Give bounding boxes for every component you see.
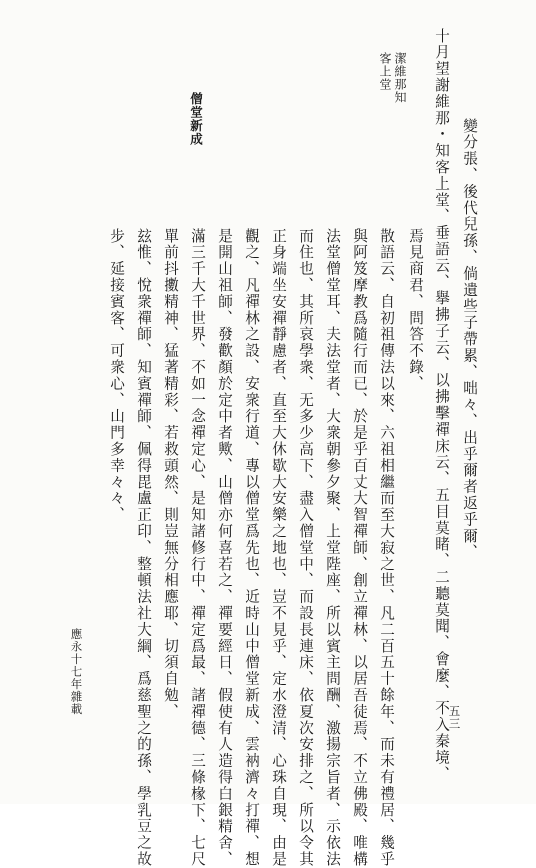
text-column-13: 玆惟、悅衆禪師、知賓禪師、佩得毘盧正印、整頓法社大綱、爲慈聖之的孫、學乳豆之故 — [135, 228, 152, 868]
text-column-10: 是開山祖師、發歡顏於定中者歟、山僧亦何喜若之、禪要經日、假使有人造得白銀精舍、 — [216, 228, 233, 868]
text-column-5: 與阿笈摩教爲隨行而已、於是乎百丈大智禪師、創立禪林、以居吾徒焉、不立佛殿、唯構 — [351, 228, 368, 868]
text-column-14: 步、延接賓客、可衆心、山門多幸々々、 — [108, 228, 125, 524]
text-column-4: 散語云、自初祖傳法以來、六祖相繼而至大寂之世、凡二百五十餘年、而未有禮居、幾乎 — [378, 228, 395, 868]
marginal-heading-2: 客上堂 — [378, 52, 392, 91]
text-column-2: 十月望謝維那・知客上堂、垂語云、擧拂子云、以拂擊禪床云、五目莫睹、二聽莫聞、會麼、不入秦境、 — [433, 28, 450, 783]
text-column-7: 而住也、其所哀學衆、无多少高下、盡入僧堂中、而設長連床、依夏次安排之、所以令其 — [297, 228, 314, 868]
text-column-11: 滿三千大千世界、不如一念禪定心、是知諸修行中、禪定爲最、諸禪德、三條椽下、七尺 — [189, 228, 206, 868]
marginal-heading-1: 潔維那知 — [393, 52, 407, 104]
text-column-6: 法堂僧堂耳、夫法堂者、大衆朝參夕聚、上堂陛座、所以賓主問酬、激揚宗旨者、示依法 — [324, 228, 341, 868]
era-label: 應永十七年雜載 — [69, 628, 84, 716]
page-number: 五三 — [447, 705, 462, 730]
running-title: 僧堂新成 — [188, 92, 204, 146]
text-column-3: 焉見商君、問答不錄、 — [407, 228, 424, 392]
text-column-1: 變分張、後代兒孫、倘遺些子帶累、咄々、出乎爾者返乎爾、 — [461, 118, 478, 561]
text-column-8: 正身端坐安禪靜慮者、直至大休歇大安樂之地也、豈不見乎、定水澄清、心珠自現、由是 — [270, 228, 287, 868]
text-column-9: 觀之、凡禪林之設、安衆行道、專以僧堂爲先也、近時山中僧堂新成、雲衲濟々打禪、想 — [243, 228, 260, 868]
text-column-12: 單前抖擻精神、猛著精彩、若救頭然、則豈無分相應耶、切須自勉、 — [162, 228, 179, 720]
